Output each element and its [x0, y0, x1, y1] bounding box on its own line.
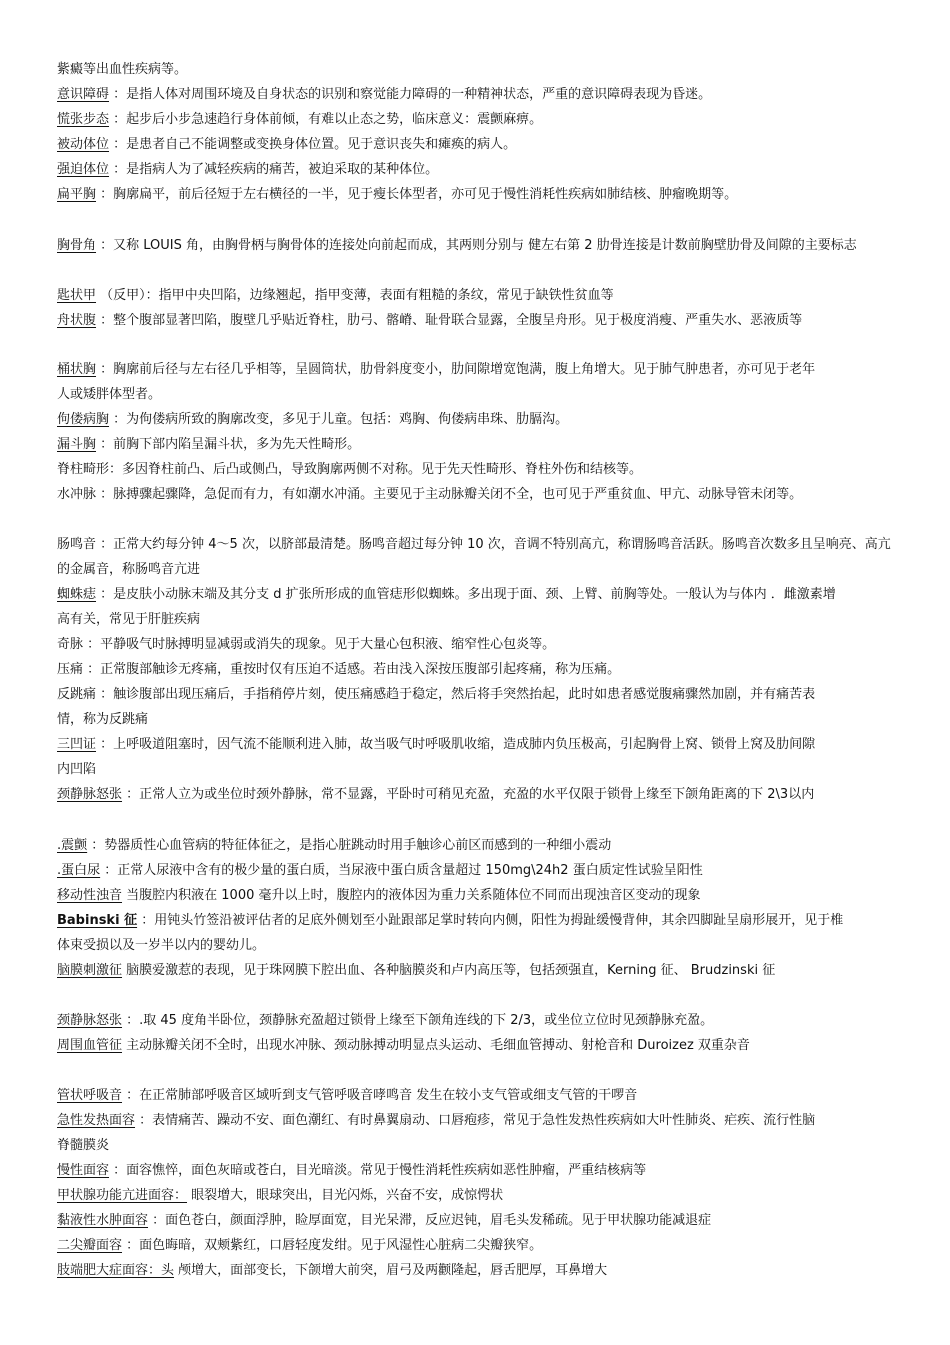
entry-18: [57, 683, 817, 732]
entry-7: [57, 284, 893, 309]
entry-33: [57, 1234, 893, 1259]
entry-term: 桶状胸: [57, 362, 97, 377]
entry-text: ：在正常肺部呼吸音区域听到支气管呼吸音哮鸣音 发生在较小支气管或细支气管的干啰音: [122, 1088, 638, 1103]
entry-29: [57, 1109, 827, 1158]
entry-text: ：上呼吸道阻塞时，因气流不能顺利进入肺，故当吸气时呼吸肌收缩，造成肺内负压极高，引起胸骨上窝、锁骨上窝及肋间隙内凹陷: [57, 737, 816, 777]
entry-text: ：是指病人为了减轻疾病的痛苦，被迫采取的某种体位。: [109, 162, 439, 177]
entry-term: 被动体位: [57, 137, 110, 152]
entry-32: [57, 1209, 893, 1234]
entry-5: [57, 183, 817, 208]
entry-text: 主动脉瓣关闭不全时，出现水冲脉、颈动脉搏动明显点头运动、毛细血管搏动、射枪音和 Duroizez 双重杂音: [122, 1038, 750, 1053]
entry-9: [57, 358, 817, 407]
entry-text: ：用钝头竹签沿被评估者的足底外侧划至小趾跟部足掌时转向内侧，阳性为拇趾缓慢背伸，其余四脚趾呈扇形展开，见于椎体束受损以及一岁半以内的婴幼儿。: [57, 913, 844, 953]
entry-23: [57, 884, 893, 909]
entry-16: [57, 633, 893, 658]
entry-term: 漏斗胸: [57, 437, 97, 452]
entry-27: [57, 1034, 893, 1059]
entry-term: 强迫体位: [57, 162, 110, 177]
entry-19: [57, 733, 817, 782]
entry-term: 意识障碍: [57, 87, 110, 102]
entry-26: [57, 1009, 893, 1034]
entry-term: 移动性浊音: [57, 888, 123, 903]
entry-text: ：势器质性心血管病的特征体征之，是指心脏跳动时用手触诊心前区而感到的一种细小震动: [87, 838, 612, 853]
entry-term: 佝偻病胸: [57, 412, 110, 427]
entry-21: [57, 834, 893, 859]
entry-text: ：面色晦暗，双颊紫红，口唇轻度发绀。见于风湿性心脏病二尖瓣狭窄。: [122, 1238, 543, 1253]
entry-text: ：胸廓扁平，前后径短于左右横径的一半，见于瘦长体型者，亦可见于慢性消耗性疾病如肺结核、肿瘤晚期等。: [96, 187, 738, 202]
entry-text: ：正常人立为或坐位时颈外静脉，常不显露，平卧时可稍见充盈，充盈的水平仅限于锁骨上缘至下颌角距离的下 2\3以内: [122, 787, 815, 802]
entry-term: 脑膜刺激征: [57, 963, 123, 978]
entry-text: ：.取 45 度角半卧位，颈静脉充盈超过锁骨上缘至下颌角连线的下 2/3，或坐位立位时见颈静脉充盈。: [122, 1013, 714, 1028]
entry-text: （反甲）：指甲中央凹陷，边缘翘起，指甲变薄，表面有粗糙的条纹，常见于缺铁性贫血等: [96, 288, 614, 303]
entry-term: 二尖瓣面容: [57, 1238, 123, 1253]
entry-text: ：正常人尿液中含有的极少量的蛋白质，当尿液中蛋白质含量超过 150mg\24h2 蛋白质定性试验呈阳性: [100, 863, 703, 878]
entry-2: [57, 108, 893, 133]
entry-text: ：又称 LOUIS 角，由胸骨柄与胸骨体的连接处向前起而成，其两则分别与 健左右第 2 肋骨连接是计数前胸壁肋骨及间隙的主要标志: [96, 238, 857, 253]
entry-term: 周围血管征: [57, 1038, 123, 1053]
entry-text: ：胸廓前后径与左右径几乎相等，呈圆筒状，肋骨斜度变小，肋间隙增宽饱满，腹上角增大。见于肺气肿患者，亦可见于老年人或矮胖体型者。: [57, 362, 816, 402]
entry-text: ：是指人体对周围环境及自身状态的识别和察觉能力障碍的一种精神状态，严重的意识障碍表现为昏迷。: [109, 87, 712, 102]
entry-text: 紫癜等出血性疾病等。: [57, 62, 188, 77]
entry-24: [57, 909, 847, 958]
entry-term: .蛋白尿: [57, 863, 101, 878]
entry-4: [57, 158, 893, 183]
entry-term: 慌张步态: [57, 112, 110, 127]
entry-6: [57, 234, 893, 259]
entry-term: 黏液性水肿面容: [57, 1213, 149, 1228]
entry-term: 胸骨角: [57, 238, 97, 253]
entry-term: 甲状腺功能亢进面容：: [57, 1188, 188, 1203]
entry-15: [57, 583, 847, 632]
entry-13: [57, 483, 817, 508]
entry-term: 扁平胸: [57, 187, 97, 202]
entry-text: 奇脉 ：平静吸气时脉搏明显减弱或消失的现象。见于大量心包积液、缩窄性心包炎等。: [57, 637, 556, 652]
entry-term: 颈静脉怒张: [57, 1013, 123, 1028]
entry-3: [57, 133, 893, 158]
entry-8: [57, 309, 817, 334]
entry-text: ：面容憔悴，面色灰暗或苍白，目光暗淡。常见于慢性消耗性疾病如恶性肿瘤，严重结核病等: [109, 1163, 647, 1178]
entry-34: [57, 1259, 893, 1284]
entry-text: ：面色苍白，颜面浮肿，睑厚面宽，目光呆滞，反应迟钝，眉毛头发稀疏。见于甲状腺功能减退症: [148, 1213, 712, 1228]
entry-term: .震颤: [57, 838, 88, 853]
entry-term: 急性发热面容: [57, 1113, 136, 1128]
entry-1: [57, 83, 893, 108]
entry-term: 三凹证: [57, 737, 97, 752]
entry-text: 压痛 ：正常腹部触诊无疼痛，重按时仅有压迫不适感。若由浅入深按压腹部引起疼痛，称为压痛。: [57, 662, 621, 677]
entry-text: 肠鸣音 ：正常大约每分钟 4～5 次，以脐部最清楚。肠鸣音超过每分钟 10 次，音调不特别高亢，称谓肠鸣音活跃。肠鸣音次数多且呈响亮、高亢的金属音，称肠鸣音亢进: [57, 537, 891, 577]
entry-text: ：表情痛苦、躁动不安、面色潮红、有时鼻翼扇动、口唇疱疹，常见于急性发热性疾病如大叶性肺炎、疟疾、流行性脑脊髓膜炎: [57, 1113, 816, 1153]
entry-text: ：是皮肤小动脉末端及其分支 d 扩张所形成的血管痣形似蜘蛛。多出现于面、颈、上臂、前胸等处。一般认为与体内 ．雌激素增高有关，常见于肝脏疾病: [57, 587, 836, 627]
entry-term: 舟状腹: [57, 313, 97, 328]
entry-12: [57, 458, 893, 483]
entry-0: [57, 58, 893, 83]
entry-10: [57, 408, 893, 433]
entry-22: [57, 859, 893, 884]
entry-term: 匙状甲: [57, 288, 97, 303]
entry-term: 颈静脉怒张: [57, 787, 123, 802]
entry-text: ：是患者自己不能调整或变换身体位置。见于意识丧失和瘫痪的病人。: [109, 137, 517, 152]
entry-text: 当腹腔内积液在 1000 毫升以上时，腹腔内的液体因为重力关系随体位不同而出现浊音区变动的现象: [122, 888, 701, 903]
entry-text: 反跳痛 ：触诊腹部出现压痛后，手指稍停片刻，使压痛感趋于稳定，然后将手突然抬起，此时如患者感觉腹痛骤然加剧，并有痛苦表情，称为反跳痛: [57, 687, 816, 727]
entry-text: 脊柱畸形：多因脊柱前凸、后凸或侧凸，导致胸廓两侧不对称。见于先天性畸形、脊柱外伤和结核等。: [57, 462, 643, 477]
entry-14: [57, 533, 893, 582]
entry-text: ：起步后小步急速趋行身体前倾，有难以止态之势，临床意义：震颤麻痹。: [109, 112, 543, 127]
entry-text: ：前胸下部内陷呈漏斗状，多为先天性畸形。: [96, 437, 361, 452]
entry-30: [57, 1159, 893, 1184]
entry-text: 眼裂增大，眼球突出，目光闪烁，兴奋不安，成惊愕状: [187, 1188, 504, 1203]
entry-term: 慢性面容: [57, 1163, 110, 1178]
entry-term: 管状呼吸音: [57, 1088, 123, 1103]
entry-term: 蜘蛛痣: [57, 587, 97, 602]
entry-25: [57, 959, 893, 984]
entry-text: 水冲脉 ：脉搏骤起骤降，急促而有力，有如潮水冲涌。主要见于主动脉瓣关闭不全，也可见于严重贫血、甲亢、动脉导管未闭等。: [57, 487, 803, 502]
entry-text: ：为佝偻病所致的胸廓改变，多见于儿童。包括：鸡胸、佝偻病串珠、肋膈沟。: [109, 412, 569, 427]
entry-28: [57, 1084, 893, 1109]
entry-text: 颅增大，面部变长，下颌增大前突，眉弓及两颧隆起，唇舌肥厚，耳鼻增大: [174, 1263, 608, 1278]
entry-17: [57, 658, 893, 683]
entry-11: [57, 433, 893, 458]
entry-term: 肢端肥大症面容：头: [57, 1263, 175, 1278]
entry-20: [57, 783, 817, 808]
entry-31: [57, 1184, 893, 1209]
entry-text: ：整个腹部显著凹陷，腹壁几乎贴近脊柱，肋弓、髂嵴、耻骨联合显露，全腹呈舟形。见于极度消瘦、严重失水、恶液质等: [96, 313, 803, 328]
entry-text: 脑膜爱激惹的表现，见于珠网膜下腔出血、各种脑膜炎和卢内高压等，包括颈强直，Kerning 征、 Brudzinski 征: [122, 963, 776, 978]
entry-term: Babinski 征: [57, 913, 138, 928]
